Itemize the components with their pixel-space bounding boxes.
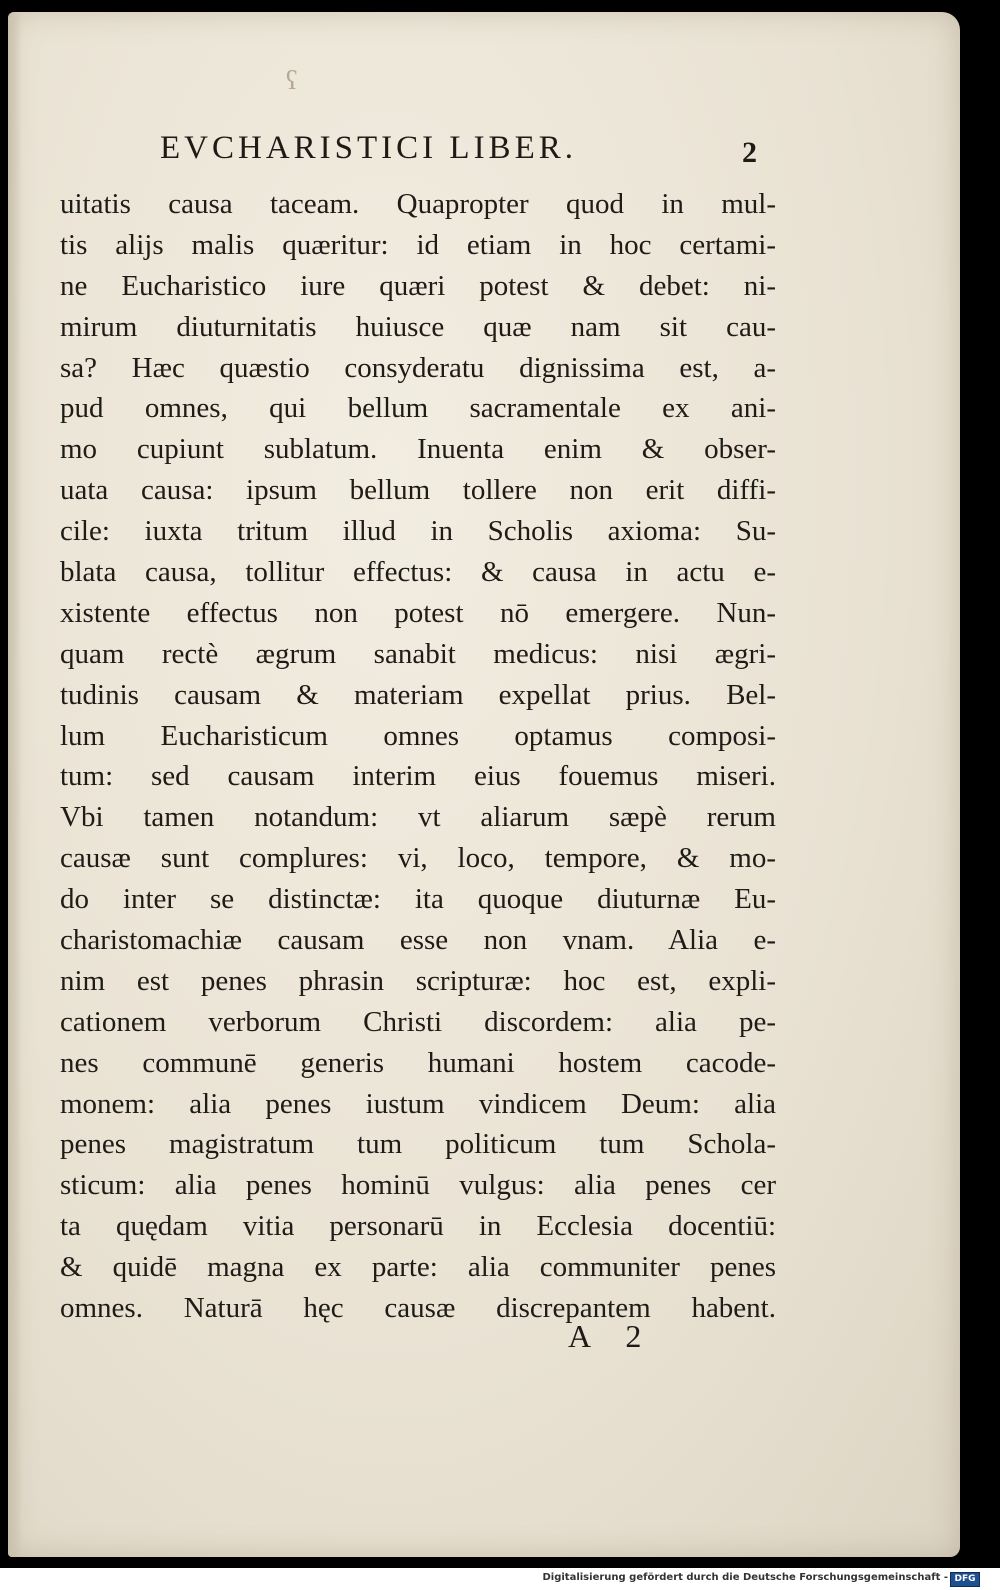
text-line: quam rectè ægrum sanabit medicus: nisi ægri- bbox=[60, 637, 776, 670]
text-line: charistomachiæ causam esse non vnam. Alia e- bbox=[60, 924, 776, 957]
dfg-logo: DFG bbox=[950, 1572, 980, 1587]
text-line: cationem verborum Christi discordem: alia pe- bbox=[60, 1005, 776, 1038]
page-gutter-shadow bbox=[8, 12, 22, 1557]
text-line: omnes. Naturā hęc causæ discrepantem habent. bbox=[60, 1292, 776, 1325]
text-line: do inter se distinctæ: ita quoque diuturnæ Eu- bbox=[60, 883, 776, 916]
text-line: nes communē generis humani hostem cacode- bbox=[60, 1046, 776, 1079]
ink-smudge-mark: ʕ bbox=[286, 66, 298, 95]
text-line: causæ sunt complures: vi, loco, tempore, & mo- bbox=[60, 842, 776, 875]
text-line: mirum diuturnitatis huiusce quæ nam sit cau- bbox=[60, 310, 776, 343]
text-line: lum Eucharisticum omnes optamus composi- bbox=[60, 719, 776, 752]
text-line: Vbi tamen notandum: vt aliarum sæpè rerum bbox=[60, 801, 776, 834]
text-line: nim est penes phrasin scripturæ: hoc est, expli- bbox=[60, 964, 776, 997]
text-line: sa? Hæc quæstio consyderatu dignissima est, a- bbox=[60, 351, 776, 384]
text-block bbox=[60, 184, 776, 1329]
text-line: uitatis causa taceam. Quapropter quod in mul- bbox=[60, 188, 776, 220]
folio-number: 2 bbox=[742, 136, 757, 169]
text-line: ne Eucharistico iure quæri potest & debet: ni- bbox=[60, 269, 776, 302]
text-line: ta quędam vitia personarū in Ecclesia docentiū: bbox=[60, 1210, 776, 1243]
text-line: blata causa, tollitur effectus: & causa in actu e- bbox=[60, 556, 776, 589]
text-line: penes magistratum tum politicum tum Schola- bbox=[60, 1128, 776, 1161]
text-line: xistente effectus non potest nō emergere. Nun- bbox=[60, 596, 776, 629]
funding-credit: Digitalisierung gefördert durch die Deutsche Forschungsgemeinschaft - bbox=[542, 1572, 948, 1583]
text-line: & quidē magna ex parte: alia communiter penes bbox=[60, 1251, 776, 1284]
running-head: EVCHARISTICI LIBER. bbox=[160, 130, 577, 166]
text-line: tis alijs malis quæritur: id etiam in hoc certami- bbox=[60, 228, 776, 261]
text-line: pud omnes, qui bellum sacramentale ex ani- bbox=[60, 392, 776, 425]
text-line: monem: alia penes iustum vindicem Deum: alia bbox=[60, 1087, 776, 1120]
signature-mark: A 2 bbox=[568, 1318, 642, 1354]
text-line: mo cupiunt sublatum. Inuenta enim & obser- bbox=[60, 433, 776, 466]
text-line: tum: sed causam interim eius fouemus miseri. bbox=[60, 760, 776, 793]
text-line: tudinis causam & materiam expellat prius. Bel- bbox=[60, 678, 776, 711]
text-line: uata causa: ipsum bellum tollere non erit diffi- bbox=[60, 474, 776, 507]
text-line: sticum: alia penes hominū vulgus: alia penes cer bbox=[60, 1169, 776, 1202]
text-line: cile: iuxta tritum illud in Scholis axioma: Su- bbox=[60, 515, 776, 548]
